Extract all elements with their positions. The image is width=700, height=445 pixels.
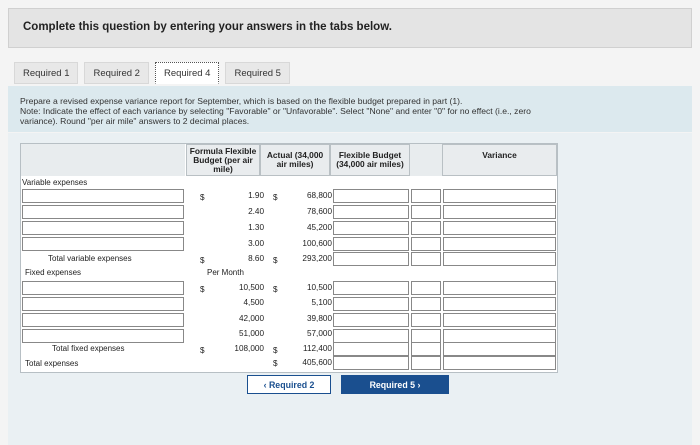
- chevron-left-icon: ‹: [263, 380, 267, 390]
- dollar-sign: $: [200, 285, 205, 294]
- variance-amount-input[interactable]: [411, 329, 441, 343]
- col-flexible-header: Flexible Budget (34,000 air miles): [330, 144, 410, 176]
- header-blank-cell: [410, 144, 442, 176]
- instruction-note: Note: Indicate the effect of each variance by selecting "Favorable" or "Unfavorable". Select "None" and enter "0" for no effect (i.e., zero: [20, 106, 531, 116]
- total-fixed-formula: 108,000: [234, 344, 264, 353]
- expense-name-input[interactable]: [22, 329, 184, 343]
- col-actual-header: Actual (34,000 air miles): [260, 144, 330, 176]
- total-fixed-actual: 112,400: [303, 344, 332, 353]
- dollar-sign: $: [200, 193, 205, 202]
- variance-amount-input[interactable]: [411, 356, 441, 370]
- expense-name-input[interactable]: [22, 313, 184, 327]
- variance-amount-input[interactable]: [411, 205, 441, 219]
- variance-effect-select[interactable]: [443, 356, 556, 370]
- instruction-main: Prepare a revised expense variance report for September, which is based on the flexible budget prepared in part (1).: [20, 96, 463, 106]
- total-expenses-label: Total expenses: [25, 359, 79, 368]
- instructions-panel: [8, 86, 692, 132]
- formula-value: 1.90: [248, 191, 264, 200]
- variance-amount-input[interactable]: [411, 297, 441, 311]
- total-expenses-actual: 405,600: [302, 358, 332, 367]
- formula-value: 10,500: [238, 283, 264, 292]
- variance-effect-select[interactable]: [443, 342, 556, 356]
- flexible-budget-input[interactable]: [333, 281, 409, 295]
- variance-amount-input[interactable]: [411, 313, 441, 327]
- question-title: Complete this question by entering your answers in the tabs below.: [23, 21, 392, 33]
- actual-value: 45,200: [306, 223, 332, 232]
- instruction-note-cont: variance). Round "per air mile" answers to 2 decimal places.: [20, 116, 250, 126]
- flexible-budget-input[interactable]: [333, 189, 409, 203]
- variance-amount-input[interactable]: [411, 252, 441, 266]
- tab-required-4[interactable]: Required 4: [155, 62, 219, 84]
- variance-effect-select[interactable]: [443, 297, 556, 311]
- header-blank-cell: [21, 144, 185, 176]
- expense-name-input[interactable]: [22, 189, 184, 203]
- variance-effect-select[interactable]: [443, 221, 556, 235]
- actual-value: 57,000: [306, 329, 332, 338]
- expense-name-input[interactable]: [22, 237, 184, 251]
- flexible-budget-input[interactable]: [333, 237, 409, 251]
- flexible-budget-input[interactable]: [333, 313, 409, 327]
- next-required-5-button[interactable]: [341, 375, 449, 394]
- prev-required-2-button[interactable]: [247, 375, 331, 394]
- total-expenses-flexible-input[interactable]: [333, 356, 409, 370]
- variance-amount-input[interactable]: [411, 189, 441, 203]
- tab-bar: [14, 62, 296, 86]
- total-variable-flexible-input[interactable]: [333, 252, 409, 266]
- tab-required-2[interactable]: Required 2: [84, 62, 148, 84]
- dollar-sign: $: [200, 256, 205, 265]
- variable-expenses-label: Variable expenses: [22, 178, 88, 187]
- dollar-sign: $: [273, 359, 278, 368]
- actual-value: 10,500: [306, 283, 332, 292]
- per-month-label: Per Month: [207, 268, 244, 277]
- actual-value: 100,600: [302, 239, 332, 248]
- formula-value: 4,500: [243, 298, 264, 307]
- formula-value: 3.00: [248, 239, 264, 248]
- expense-name-input[interactable]: [22, 297, 184, 311]
- dollar-sign: $: [200, 346, 205, 355]
- col-formula-header: Formula Flexible Budget (per air mile): [186, 144, 260, 176]
- dollar-sign: $: [273, 346, 278, 355]
- expense-name-input[interactable]: [22, 281, 184, 295]
- dollar-sign: $: [273, 256, 278, 265]
- expense-name-input[interactable]: [22, 205, 184, 219]
- variance-effect-select[interactable]: [443, 189, 556, 203]
- actual-value: 39,800: [306, 314, 332, 323]
- formula-value: 51,000: [238, 329, 264, 338]
- fixed-expenses-label: Fixed expenses: [25, 268, 82, 277]
- flexible-budget-input[interactable]: [333, 329, 409, 343]
- variance-effect-select[interactable]: [443, 281, 556, 295]
- question-header: [8, 8, 692, 48]
- total-fixed-flexible-input[interactable]: [333, 342, 409, 356]
- variance-effect-select[interactable]: [443, 252, 556, 266]
- variance-effect-select[interactable]: [443, 313, 556, 327]
- variance-amount-input[interactable]: [411, 221, 441, 235]
- total-fixed-label: Total fixed expenses: [52, 344, 125, 353]
- flexible-budget-input[interactable]: [333, 205, 409, 219]
- formula-value: 2.40: [248, 207, 264, 216]
- variance-effect-select[interactable]: [443, 329, 556, 343]
- total-variable-actual: 293,200: [302, 254, 332, 263]
- chevron-right-icon: ›: [417, 380, 421, 390]
- tab-required-5[interactable]: Required 5: [225, 62, 289, 84]
- dollar-sign: $: [273, 193, 278, 202]
- flexible-budget-input[interactable]: [333, 221, 409, 235]
- total-variable-formula: 8.60: [248, 254, 264, 263]
- formula-value: 1.30: [248, 223, 264, 232]
- variance-amount-input[interactable]: [411, 237, 441, 251]
- total-variable-label: Total variable expenses: [48, 254, 132, 263]
- formula-value: 42,000: [238, 314, 264, 323]
- actual-value: 68,800: [306, 191, 332, 200]
- col-variance-header: Variance: [442, 144, 557, 176]
- next-button-label: Required 5: [369, 380, 416, 390]
- variance-amount-input[interactable]: [411, 281, 441, 295]
- actual-value: 78,600: [306, 207, 332, 216]
- variance-effect-select[interactable]: [443, 205, 556, 219]
- expense-name-input[interactable]: [22, 221, 184, 235]
- flexible-budget-input[interactable]: [333, 297, 409, 311]
- dollar-sign: $: [273, 285, 278, 294]
- actual-value: 5,100: [311, 298, 332, 307]
- variance-effect-select[interactable]: [443, 237, 556, 251]
- variance-amount-input[interactable]: [411, 342, 441, 356]
- prev-button-label: Required 2: [268, 380, 315, 390]
- tab-required-1[interactable]: Required 1: [14, 62, 78, 84]
